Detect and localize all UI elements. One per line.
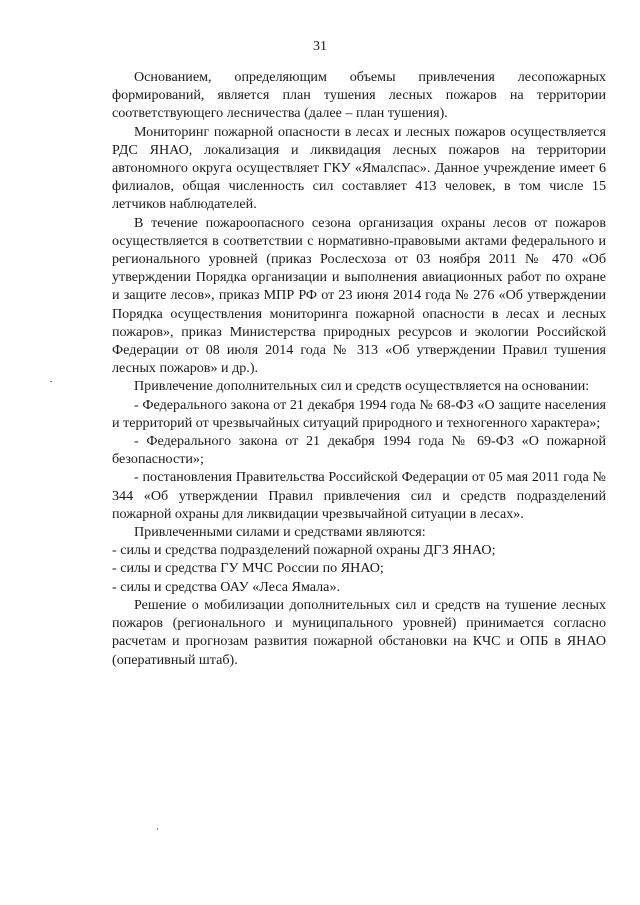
- list-item-gu-mchs: - силы и средства ГУ МЧС России по ЯНАО;: [112, 560, 384, 577]
- paragraph-engaged-forces-intro: Привлеченными силами и средствами являются:: [134, 524, 426, 541]
- page-number: 31: [313, 39, 327, 54]
- list-item-dgz-yanao: - силы и средства подразделений пожарной охраны ДГЗ ЯНАО;: [112, 542, 496, 559]
- paragraph-monitoring: Мониторинг пожарной опасности в лесах и лесных пожаров осуществляется РДС ЯНАО, локализация и ликвидация лесных пожаров на территории автономного округа осуществляет ГКУ «Ямалспас». Данное учреждение имеет 6 филиалов, общая численность сил составляет 413 человек, в том числе 15 летчиков наблюдателей.: [112, 123, 606, 213]
- scan-speck: [50, 381, 52, 382]
- paragraph-additional-forces-intro: Привлечение дополнительных сил и средств осуществляется на основании:: [134, 378, 590, 395]
- paragraph-basis: Основанием, определяющим объемы привлечения лесопожарных формирований, является план тушения лесных пожаров на территории соответствующего лесничества (далее – план тушения).: [112, 69, 606, 122]
- body-text: [112, 68, 606, 669]
- list-item-oau-lesa-yamala: - силы и средства ОАУ «Леса Ямала».: [112, 578, 341, 595]
- paragraph-mobilization-decision: Решение о мобилизации дополнительных сил и средств на тушение лесных пожаров (регионального и муниципального уровней) принимается согласно расчетам и прогнозам развития пожарной обстановки на КЧС и ОПБ в ЯНАО (оперативный штаб).: [112, 596, 606, 668]
- list-item-resolution-344: - постановления Правительства Российской Федерации от 05 мая 2011 года № 344 «Об утверждении Правил привлечения сил и средств подразделений пожарной охраны для ликвидации чрезвычайной ситуации в лесах».: [112, 469, 606, 522]
- paragraph-season-regulation: В течение пожароопасного сезона организация охраны лесов от пожаров осуществляется в соответствии с нормативно-правовыми актами федерального и регионального уровней (приказ Рослесхоза от 03 ноября 2011 № 470 «Об утверждении Порядка организации и выполнения авиационных работ по охране и защите лесов», приказ МПР РФ от 23 июня 2014 года № 276 «Об утверждении Порядка осуществления мониторинга пожарной опасности в лесах и лесных пожаров», приказ Министерства природных ресурсов и экологии Российской Федерации от 08 июля 2014 года № 313 «Об утверждении Правил тушения лесных пожаров» и др.).: [112, 214, 606, 377]
- list-item-law-69: - Федерального закона от 21 декабря 1994 года № 69-ФЗ «О пожарной безопасности»;: [112, 433, 606, 468]
- list-item-law-68: - Федерального закона от 21 декабря 1994 года № 68-ФЗ «О защите населения и территорий от чрезвычайных ситуаций природного и техногенного характера»;: [112, 396, 606, 431]
- scan-speck: [157, 828, 158, 830]
